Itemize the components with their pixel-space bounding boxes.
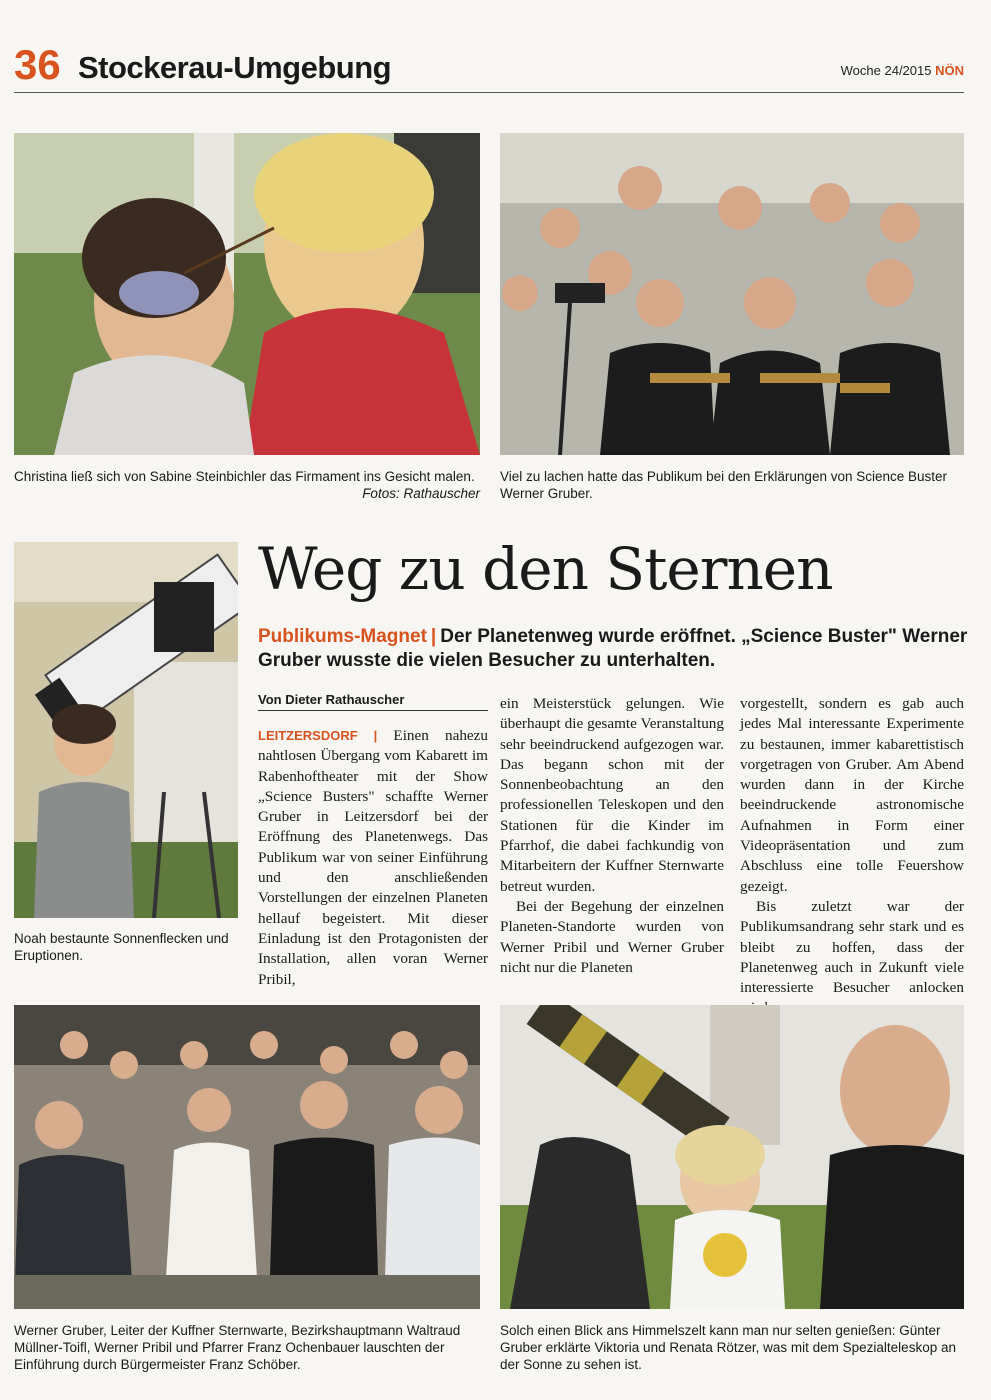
section-title: Stockerau-Umgebung (78, 50, 392, 85)
brand-logo: NÖN (935, 63, 964, 78)
article-col3-p1: vorgestellt, sondern es gab auch jedes Mal interessante Experimente zu bestaunen, immer kabarettistisch vorgetragen von Gruber. Am Abend wurden dann in der Kirche beeindruckende astronomische Aufnahmen in Form einer Videopräsentation und zum Abschluss eine tolle Feuershow gezeigt. (740, 695, 964, 895)
article-subheadline (258, 625, 968, 673)
article-subtitle: Der Planetenweg wurde eröffnet. „Science Buster" Werner Gruber wusste die vielen Besucher zu unterhalten. (258, 626, 968, 671)
caption-noah: Noah bestaunte Sonnenflecken und Eruptionen. (14, 931, 229, 963)
article-col2-p2: Bei der Begehung der einzelnen Planeten-Standorte wurden von Werner Pribil und Werner Gruber nicht nur die Planeten (500, 897, 724, 976)
issue-week: Woche 24/2015 (840, 63, 932, 78)
article-col3-p2: Bis zuletzt war der Publikumsandrang sehr stark und es bleibt zu hoffen, dass der Planetenweg auch in Zukunft viele interessierte Besucher anlocken (740, 897, 964, 997)
photo-crowd (500, 133, 964, 455)
caption-telescope: Solch einen Blick ans Himmelszelt kann man nur selten genießen: Günter Gruber erklärte Viktoria und Renata Rötzer, was mit dem Spezialteleskop an der Sonne zu sehen ist. (500, 1323, 956, 1372)
photo-credit: Fotos: Rathauscher (362, 486, 480, 501)
article-column-1 (258, 726, 488, 990)
byline-divider (258, 710, 488, 711)
article-dateline: LEITZERSDORF | (258, 728, 378, 743)
kicker-separator: | (430, 626, 437, 647)
article-kicker: Publikums-Magnet (258, 626, 427, 647)
article-byline: Von Dieter Rathauscher (258, 692, 405, 707)
photo-telescope (500, 1005, 964, 1309)
caption-dignitaries: Werner Gruber, Leiter der Kuffner Sternwarte, Bezirkshauptmann Waltraud Müllner-Toifl, Werner Pribil und Pfarrer Franz Ochenbauer lauschten der Einführung durch Bürgermeister Franz Schöber. (14, 1323, 461, 1372)
article-col2-p1: ein Meisterstück gelungen. Wie überhaupt die gesamte Veranstaltung sehr beeindruckend aufgezogen war. Das begann schon mit der Sonnenbeobachtung an den professionellen Teleskopen und den Stationen für die Kinder im Pfarrhof, die dabei fachkundig von Mitarbeitern der Kuffner Sternwarte betreut wurden. (500, 695, 724, 895)
caption-face-painting-text: Christina ließ sich von Sabine Steinbichler das Firmament ins Gesicht malen. (14, 469, 475, 484)
article-headline: Weg zu den Sternen (258, 535, 833, 603)
photo-dignitaries (14, 1005, 480, 1309)
header-divider (14, 92, 964, 93)
photo-face-painting (14, 133, 480, 455)
photo-noah (14, 542, 238, 918)
page-number: 36 (14, 41, 61, 88)
caption-face-painting (14, 468, 480, 502)
article-column-3 (740, 694, 964, 1019)
issue-info (841, 64, 964, 77)
article-column-2 (500, 694, 724, 978)
article-col1-text: Einen nahezu nahtlosen Übergang vom Kabarett im Rabenhoftheater mit der Show „Science Busters" schaffte Werner Gruber in Leitzersdorf bei der Eröffnung des Planetenwegs. Das Publikum war von seiner Einführung und den anschließenden Vorstellungen der einzelnen Planeten hellauf begeistert. Mit dieser Einladung ist den Protagonisten der Installation, allen voran Werner Pribil, (258, 727, 488, 988)
caption-crowd: Viel zu lachen hatte das Publikum bei den Erklärungen von Science Buster Werner Gruber. (500, 469, 948, 501)
